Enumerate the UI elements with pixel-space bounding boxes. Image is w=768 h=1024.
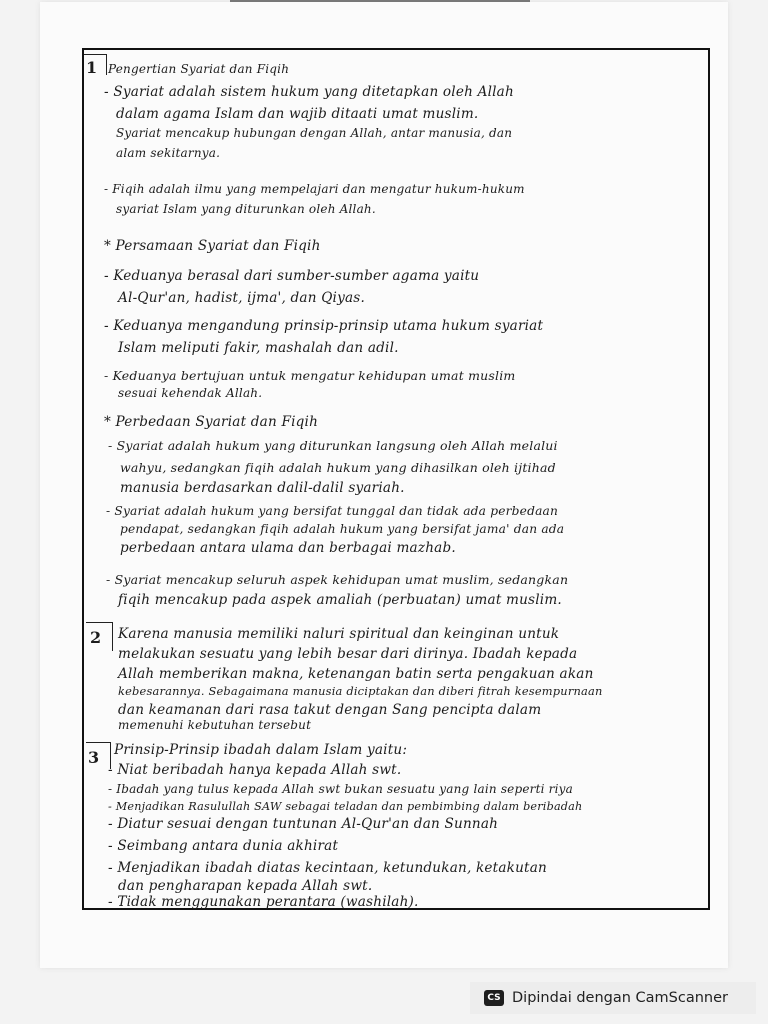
camscanner-logo-icon: CS (484, 990, 504, 1006)
text-line: alam sekitarnya. (116, 146, 221, 160)
text-line: - Diatur sesuai dengan tuntunan Al-Qur'an dan Sunnah (108, 816, 499, 832)
text-line: Karena manusia memiliki naluri spiritual dan keinginan untuk (118, 626, 560, 642)
text-line: dalam agama Islam dan wajib ditaati umat muslim. (116, 106, 479, 122)
text-line: - Syariat adalah hukum yang bersifat tunggal dan tidak ada perbedaan (106, 504, 559, 518)
heading-prinsip: Prinsip-Prinsip ibadah dalam Islam yaitu: (114, 742, 408, 758)
number-bracket-2 (86, 622, 113, 651)
text-line: - Ibadah yang tulus kepada Allah swt bukan sesuatu yang lain seperti riya (108, 782, 573, 796)
text-line: Allah memberikan makna, ketenangan batin serta pengakuan akan (118, 666, 594, 682)
text-line: dan pengharapan kepada Allah swt. (118, 878, 373, 894)
text-line: - Seimbang antara dunia akhirat (108, 838, 339, 854)
section-number-2: 2 (90, 628, 102, 647)
text-line: - Fiqih adalah ilmu yang mempelajari dan mengatur hukum-hukum (104, 182, 525, 196)
text-line: sesuai kehendak Allah. (118, 386, 263, 400)
text-line: - Niat beribadah hanya kepada Allah swt. (108, 762, 402, 778)
text-line: Syariat mencakup hubungan dengan Allah, antar manusia, dan (116, 126, 513, 140)
text-line: kebesarannya. Sebagaimana manusia diciptakan dan diberi fitrah kesempurnaan (118, 684, 603, 698)
section-number-3: 3 (88, 748, 100, 767)
text-line: dan keamanan dari rasa takut dengan Sang pencipta dalam (118, 702, 542, 718)
text-line: wahyu, sedangkan fiqih adalah hukum yang dihasilkan oleh ijtihad (120, 460, 556, 475)
text-line: fiqih mencakup pada aspek amaliah (perbuatan) umat muslim. (118, 592, 562, 608)
heading-persamaan: * Persamaan Syariat dan Fiqih (104, 238, 321, 254)
heading-pengertian: Pengertian Syariat dan Fiqih (108, 62, 290, 76)
text-line: memenuhi kebutuhan tersebut (118, 718, 312, 732)
text-line: - Syariat mencakup seluruh aspek kehidupan umat muslim, sedangkan (106, 572, 569, 587)
camscanner-footer (470, 982, 756, 1014)
text-line: - Menjadikan ibadah diatas kecintaan, ketundukan, ketakutan (108, 860, 547, 876)
text-line: - Menjadikan Rasulullah SAW sebagai teladan dan pembimbing dalam beribadah (108, 800, 583, 813)
text-line: Islam meliputi fakir, mashalah dan adil. (118, 340, 399, 356)
text-line: perbedaan antara ulama dan berbagai mazhab. (120, 540, 456, 556)
camscanner-label: Dipindai dengan CamScanner (512, 990, 729, 1006)
section-number-1: 1 (86, 58, 98, 77)
text-line: Al-Qur'an, hadist, ijma', dan Qiyas. (118, 290, 365, 306)
text-line: - Keduanya mengandung prinsip-prinsip utama hukum syariat (104, 318, 544, 334)
text-line: syariat Islam yang diturunkan oleh Allah. (116, 202, 376, 216)
text-line: - Syariat adalah hukum yang diturunkan langsung oleh Allah melalui (108, 438, 558, 453)
heading-perbedaan: * Perbedaan Syariat dan Fiqih (104, 414, 319, 430)
text-line: - Syariat adalah sistem hukum yang ditetapkan oleh Allah (104, 84, 514, 100)
page-top-edge (230, 0, 530, 2)
text-line: - Tidak menggunakan perantara (washilah). (108, 894, 419, 910)
page-border (82, 48, 710, 910)
text-line: pendapat, sedangkan fiqih adalah hukum yang bersifat jama' dan ada (120, 522, 565, 536)
text-line: - Keduanya berasal dari sumber-sumber agama yaitu (104, 268, 480, 284)
number-bracket-1 (84, 54, 107, 75)
text-line: - Keduanya bertujuan untuk mengatur kehidupan umat muslim (104, 368, 516, 383)
text-line: manusia berdasarkan dalil-dalil syariah. (120, 480, 405, 496)
text-line: melakukan sesuatu yang lebih besar dari dirinya. Ibadah kepada (118, 646, 578, 662)
